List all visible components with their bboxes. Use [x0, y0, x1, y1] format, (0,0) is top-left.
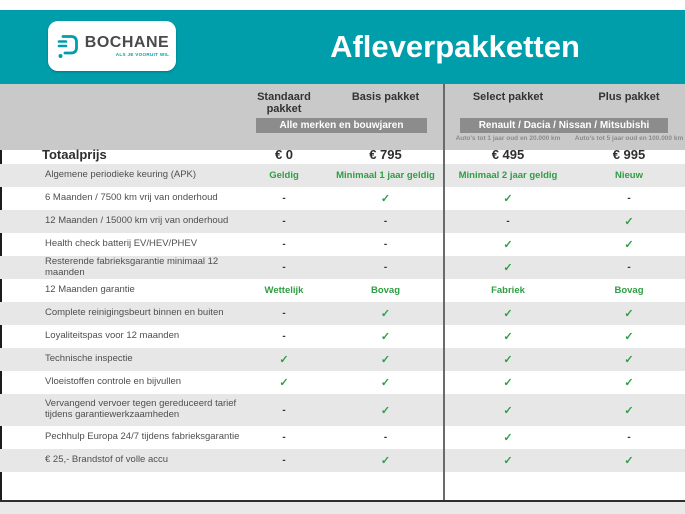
check-icon: ✓ — [503, 455, 513, 467]
value-text: Minimaal 1 jaar geldig — [336, 170, 435, 181]
table-row — [0, 302, 685, 325]
column-note-select: Auto's tot 1 jaar oud en 20.000 km — [455, 135, 561, 142]
dash-mark: - — [383, 216, 388, 227]
check-icon: ✓ — [380, 331, 391, 343]
row-label: 12 Maanden / 15000 km vrij van onderhoud — [45, 215, 229, 227]
dash-mark: - — [282, 308, 286, 319]
logo-tagline: ALS JE VOORUIT WIL — [115, 51, 170, 57]
check-icon: ✓ — [503, 308, 513, 320]
dash-mark: - — [627, 262, 631, 273]
footer-strip — [0, 502, 685, 514]
dash-mark: - — [282, 216, 286, 227]
dash-mark: - — [282, 404, 286, 416]
check-icon: ✓ — [624, 331, 634, 343]
check-icon: ✓ — [624, 404, 634, 417]
column-header-plus: Plus pakket — [598, 91, 660, 103]
dash-mark: - — [282, 239, 286, 250]
total-price-standaard: € 0 — [274, 147, 294, 162]
total-price-select: € 495 — [491, 147, 525, 162]
table-row — [0, 279, 685, 302]
dash-mark: - — [282, 432, 286, 443]
page-title: Afleverpakketten — [330, 29, 580, 64]
bochane-logo — [48, 21, 176, 71]
check-icon: ✓ — [624, 354, 634, 366]
row-label: Vloeistoffen controle en bijvullen — [45, 376, 182, 388]
dash-mark: - — [383, 262, 388, 273]
check-icon: ✓ — [279, 377, 289, 389]
column-header-select: Select pakket — [472, 91, 544, 103]
check-icon: ✓ — [380, 193, 391, 205]
row-label: Technische inspectie — [45, 353, 133, 365]
check-icon: ✓ — [380, 377, 391, 389]
dash-mark: - — [282, 262, 286, 273]
banner — [0, 10, 685, 84]
column-note-plus: Auto's tot 5 jaar oud en 100.000 km — [574, 135, 684, 142]
row-label: Vervangend vervoer tegen gereduceerd tarief tijdens garantiewerkzaamheden — [45, 398, 237, 420]
check-icon: ✓ — [380, 354, 391, 366]
row-label: 6 Maanden / 7500 km vrij van onderhoud — [45, 192, 218, 204]
column-header-band — [0, 84, 685, 162]
dash-mark: - — [383, 239, 388, 250]
check-icon: ✓ — [380, 404, 391, 417]
check-icon: ✓ — [503, 262, 513, 274]
check-icon: ✓ — [624, 455, 634, 467]
check-icon: ✓ — [503, 239, 513, 251]
check-icon: ✓ — [279, 354, 289, 366]
check-icon: ✓ — [624, 377, 634, 389]
table-row — [0, 371, 685, 394]
logo-wordmark: BOCHANE — [84, 33, 170, 51]
check-icon: ✓ — [503, 377, 513, 389]
check-icon: ✓ — [380, 455, 391, 467]
feature-table — [0, 164, 685, 472]
total-price-plus: € 995 — [612, 147, 646, 162]
row-label: 12 Maanden garantie — [45, 284, 135, 296]
row-label: Resterende fabrieksgarantie minimaal 12 maanden — [45, 255, 219, 278]
table-row — [0, 256, 685, 279]
check-icon: ✓ — [503, 432, 513, 444]
row-label: Pechhulp Europa 24/7 tijdens fabrieksgarantie — [45, 431, 240, 443]
dash-mark: - — [282, 455, 286, 466]
check-icon: ✓ — [503, 354, 513, 366]
check-icon: ✓ — [380, 308, 391, 320]
check-icon: ✓ — [624, 239, 634, 251]
group-badge-renault-group: Renault / Dacia / Nissan / Mitsubishi — [460, 118, 668, 133]
row-label: Algemene periodieke keuring (APK) — [45, 169, 197, 181]
bochane-logo-icon — [55, 33, 80, 60]
column-header-basis: Basis pakket — [351, 91, 420, 103]
row-label: Complete reinigingsbeurt binnen en buiten — [45, 307, 224, 319]
row-label: Health check batterij EV/HEV/PHEV — [45, 238, 198, 250]
dash-mark: - — [383, 432, 388, 443]
table-row — [0, 164, 685, 187]
dash-mark: - — [282, 193, 286, 204]
value-text: Fabriek — [491, 285, 525, 296]
table-row — [0, 233, 685, 256]
value-text: Minimaal 2 jaar geldig — [458, 170, 558, 181]
check-icon: ✓ — [503, 404, 513, 417]
check-icon: ✓ — [503, 331, 513, 343]
total-price-basis: € 795 — [369, 147, 402, 162]
value-text: Nieuw — [615, 170, 643, 181]
dash-mark: - — [627, 193, 631, 204]
value-text: Bovag — [614, 285, 644, 296]
dash-mark: - — [282, 331, 286, 342]
column-group-divider — [443, 84, 445, 501]
table-row — [0, 426, 685, 449]
check-icon: ✓ — [503, 193, 513, 205]
row-label: Loyaliteitspas voor 12 maanden — [45, 330, 180, 342]
group-badge-all-brands: Alle merken en bouwjaren — [256, 118, 427, 133]
table-row — [0, 449, 685, 472]
dash-mark: - — [506, 216, 510, 227]
table-row — [0, 394, 685, 426]
table-row — [0, 187, 685, 210]
dash-mark: - — [627, 432, 631, 443]
total-price-label: Totaalprijs — [42, 147, 107, 162]
table-row — [0, 348, 685, 371]
bottom-rule — [0, 500, 685, 502]
check-icon: ✓ — [624, 308, 634, 320]
value-text: Bovag — [370, 285, 401, 296]
value-text: Wettelijk — [264, 285, 304, 296]
table-row — [0, 210, 685, 233]
table-row — [0, 325, 685, 348]
value-text: Geldig — [269, 170, 299, 181]
check-icon: ✓ — [624, 216, 634, 228]
column-header-standaard: Standaard pakket — [257, 91, 311, 115]
row-label: € 25,- Brandstof of volle accu — [45, 454, 169, 466]
